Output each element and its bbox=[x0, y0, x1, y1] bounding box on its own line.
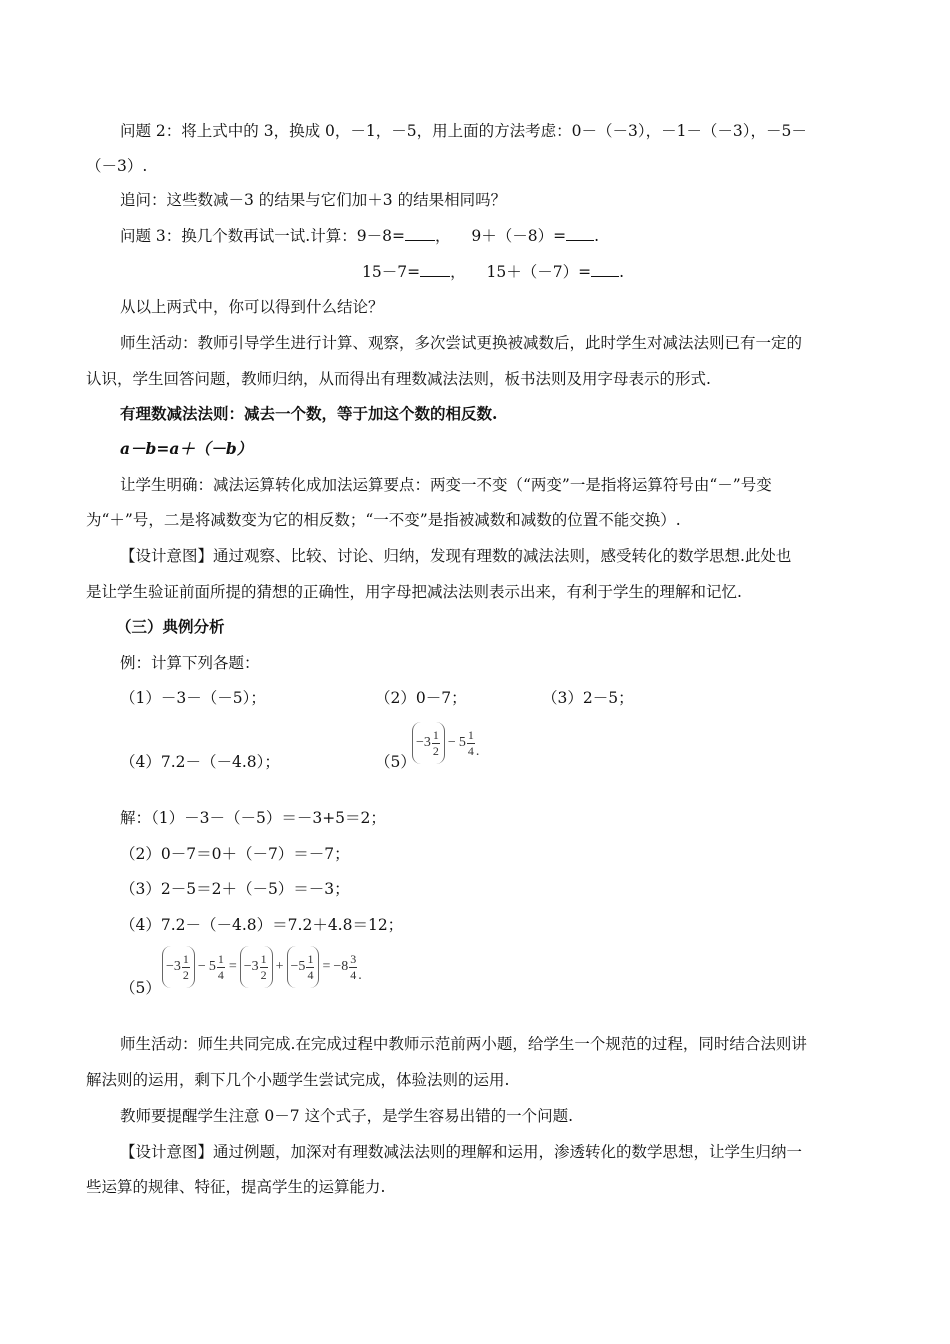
numerator: 1 bbox=[307, 951, 314, 966]
question-3-prefix: 问题 3：换几个数再试一试.计算： bbox=[120, 227, 357, 245]
activity-2-line-2: 解法则的运用，剩下几个小题学生尝试完成，体验法则的运用. bbox=[86, 1071, 510, 1089]
solution-5-label: （5） bbox=[120, 979, 161, 997]
fraction bbox=[349, 952, 357, 983]
fraction bbox=[432, 728, 440, 759]
mixed-whole: 5 bbox=[208, 959, 216, 974]
answer-blank bbox=[405, 226, 435, 241]
comma: ， bbox=[434, 227, 451, 245]
problem-2: （2）0－7； bbox=[375, 689, 467, 707]
denominator: 2 bbox=[432, 743, 439, 758]
section-title: （三）典例分析 bbox=[116, 617, 225, 636]
numerator: 1 bbox=[432, 727, 439, 742]
problem-4: （4）7.2－（－4.8）； bbox=[120, 753, 280, 771]
period: . bbox=[594, 227, 600, 245]
subtraction-rule: 有理数减法法则：减去一个数，等于加这个数的相反数. bbox=[120, 404, 498, 423]
denominator: 2 bbox=[260, 967, 267, 982]
solution-2: （2）0－7＝0＋（－7）＝－7； bbox=[120, 845, 350, 863]
fraction bbox=[217, 952, 225, 983]
mixed-whole: −3 bbox=[416, 735, 431, 750]
paren-group bbox=[412, 722, 445, 764]
period: . bbox=[619, 263, 625, 281]
solution-4: （4）7.2－（－4.8）＝7.2＋4.8＝12； bbox=[120, 916, 404, 934]
design-intent-1-line-1: 【设计意图】通过观察、比较、讨论、归纳，发现有理数的减法法则，感受转化的数学思想.此处也 bbox=[120, 547, 792, 565]
activity-2-line-1: 师生活动：师生共同完成.在完成过程中教师示范前两小题，给学生一个规范的过程，同时结合法则讲 bbox=[120, 1035, 807, 1053]
solution-5-expression bbox=[162, 946, 362, 988]
fraction bbox=[306, 952, 314, 983]
question-3-expr-1: 9－8= bbox=[356, 227, 405, 245]
period: . bbox=[358, 968, 362, 983]
denominator: 4 bbox=[350, 967, 357, 982]
mixed-whole: −5 bbox=[290, 959, 306, 974]
solution-3: （3）2－5＝2＋（－5）＝－3； bbox=[120, 880, 350, 898]
question-3-row-1 bbox=[120, 226, 599, 246]
design-intent-1-line-2: 是让学生验证前面所提的猜想的正确性，用字母把减法法则表示出来，有利于学生的理解和记忆. bbox=[86, 583, 742, 601]
fraction bbox=[182, 952, 190, 983]
mixed-whole: 5 bbox=[458, 735, 466, 750]
numerator: 1 bbox=[467, 727, 474, 742]
denominator: 4 bbox=[467, 743, 474, 758]
problem-1: （1）－3－（－5）； bbox=[120, 689, 266, 707]
answer-blank bbox=[566, 226, 594, 241]
design-intent-2-line-1: 【设计意图】通过例题，加深对有理数减法法则的理解和运用，渗透转化的数学思想，让学生归纳一 bbox=[120, 1143, 803, 1161]
paren-group bbox=[240, 946, 273, 988]
denominator: 4 bbox=[307, 967, 314, 982]
conclusion-question: 从以上两式中，你可以得到什么结论？ bbox=[120, 298, 384, 316]
question-3-expr-2: 9＋（－8）= bbox=[471, 227, 567, 245]
operator: − bbox=[447, 735, 456, 750]
numerator: 1 bbox=[182, 951, 189, 966]
mixed-whole: −3 bbox=[166, 959, 181, 974]
question-3-expr-3: 15－7= bbox=[362, 263, 421, 281]
rule-formula: a－b=a＋（－b） bbox=[120, 439, 253, 458]
clarification-line-2: 为“＋”号，二是将减数变为它的相反数；“一不变”是指被减数和减数的位置不能交换）. bbox=[86, 511, 681, 529]
period: . bbox=[475, 744, 480, 759]
denominator: 2 bbox=[182, 967, 189, 982]
problem-5-label: （5） bbox=[375, 753, 416, 771]
numerator: 1 bbox=[217, 951, 224, 966]
operator: − bbox=[197, 959, 206, 974]
answer-blank bbox=[420, 262, 450, 277]
solution-1: 解：（1）－3－（－5）＝－3+5＝2； bbox=[120, 809, 386, 827]
activity-1-line-1: 师生活动：教师引导学生进行计算、观察，多次尝试更换被减数后，此时学生对减法法则已有一定的 bbox=[120, 334, 803, 352]
mixed-whole: −8 bbox=[333, 959, 349, 974]
fraction bbox=[260, 952, 268, 983]
question-2-line-2: （－3）. bbox=[86, 157, 148, 175]
clarification-line-1: 让学生明确：减法运算转化成加法运算要点：两变一不变（“两变”一是指将运算符号由“－”号变 bbox=[120, 476, 772, 494]
follow-up-question: 追问：这些数减－3 的结果与它们加＋3 的结果相同吗？ bbox=[120, 191, 507, 209]
question-3-row-2 bbox=[362, 262, 624, 282]
question-2-line-1: 问题 2：将上式中的 3，换成 0，－1，－5，用上面的方法考虑：0－（－3），－1－（－3），－5－ bbox=[120, 122, 807, 140]
denominator: 4 bbox=[217, 967, 224, 982]
example-label: 例：计算下列各题： bbox=[120, 654, 260, 672]
comma: ， bbox=[450, 263, 466, 281]
operator: = bbox=[322, 959, 331, 974]
fraction bbox=[467, 728, 475, 759]
numerator: 1 bbox=[260, 951, 267, 966]
teacher-reminder: 教师要提醒学生注意 0－7 这个式子，是学生容易出错的一个问题. bbox=[120, 1107, 574, 1125]
mixed-whole: −3 bbox=[243, 959, 259, 974]
problem-5-expression bbox=[412, 722, 479, 764]
design-intent-2-line-2: 些运算的规律、特征，提高学生的运算能力. bbox=[86, 1178, 386, 1196]
activity-1-line-2: 认识，学生回答问题，教师归纳，从而得出有理数减法法则，板书法则及用字母表示的形式. bbox=[86, 370, 711, 388]
numerator: 3 bbox=[350, 951, 357, 966]
problem-3: （3）2－5； bbox=[542, 689, 634, 707]
operator: + bbox=[275, 959, 284, 974]
paren-group bbox=[162, 946, 195, 988]
question-3-expr-4: 15＋（－7）= bbox=[486, 263, 592, 281]
paren-group bbox=[287, 946, 320, 988]
operator: = bbox=[228, 959, 237, 974]
answer-blank bbox=[591, 262, 619, 277]
